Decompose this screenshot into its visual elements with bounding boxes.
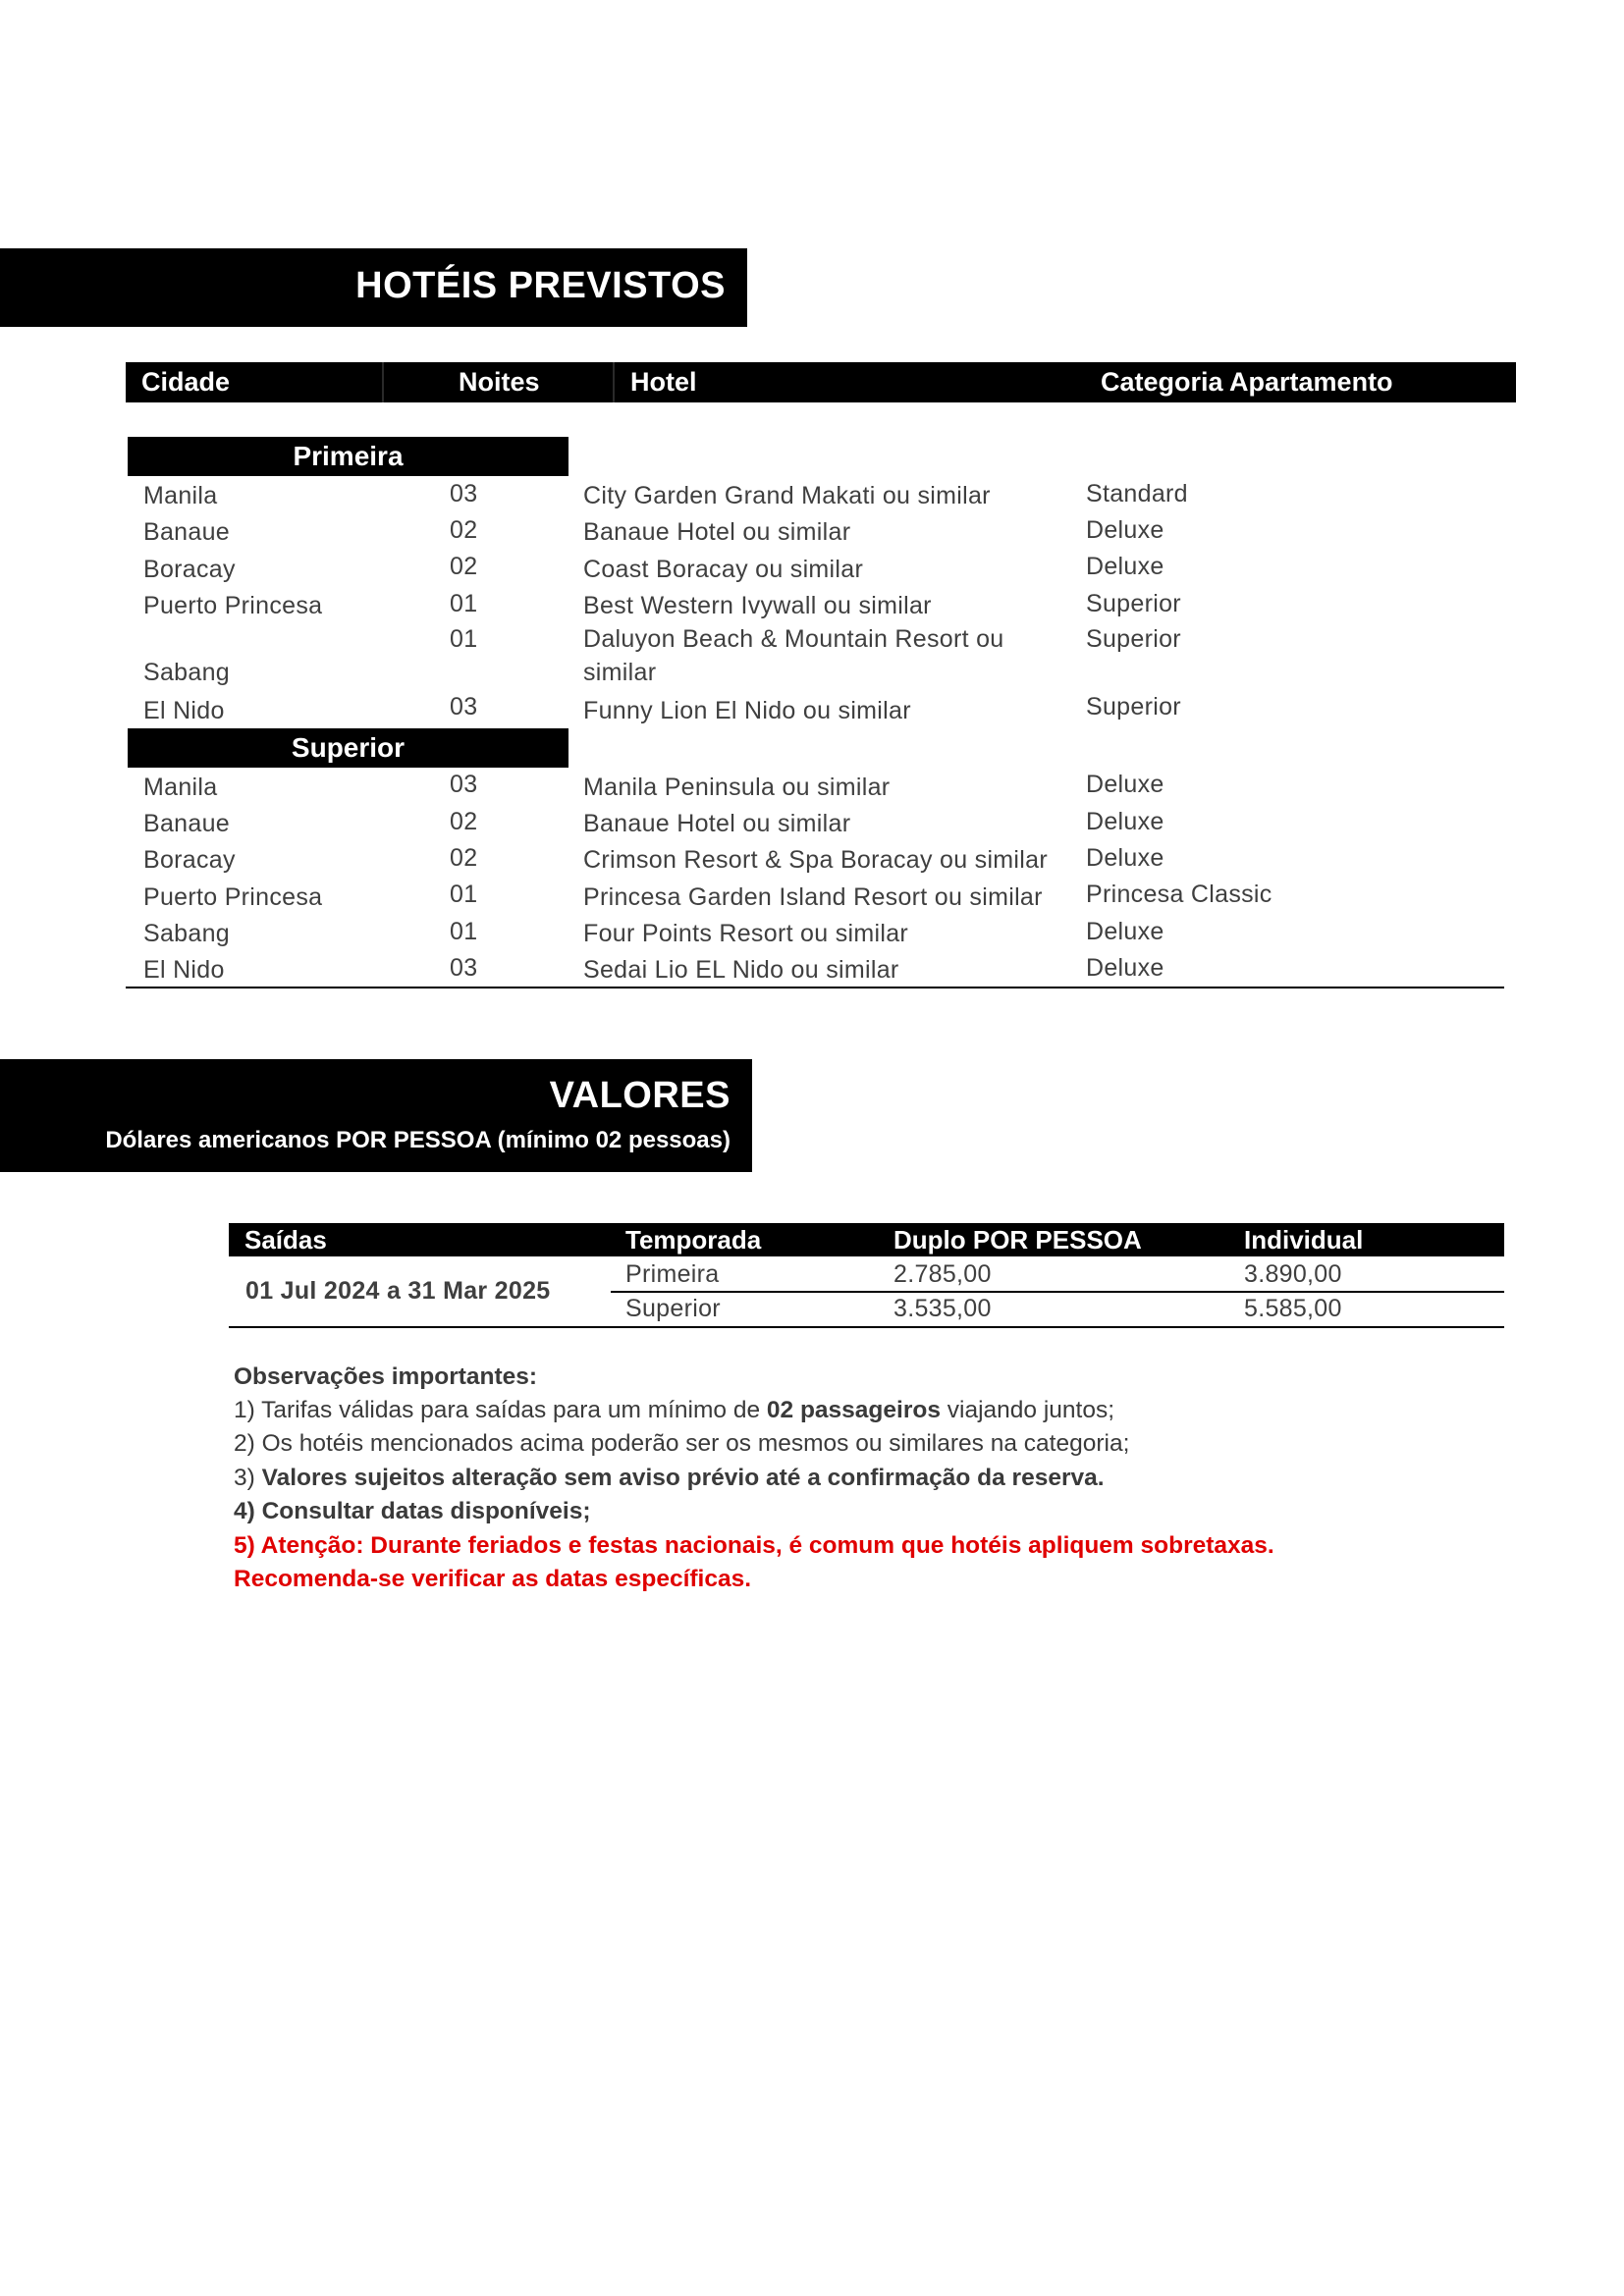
hotel-table-header	[126, 362, 1516, 402]
values-section-title: VALORES	[549, 1075, 731, 1116]
table-row-hotel: Daluyon Beach & Mountain Resort ou	[583, 625, 1004, 653]
table-row-individual: 5.585,00	[1244, 1295, 1342, 1322]
table-row-cidade: El Nido	[143, 956, 225, 984]
table-row-categoria: Deluxe	[1086, 808, 1164, 835]
table-row-temporada: Superior	[625, 1295, 721, 1322]
saidas-value: 01 Jul 2024 a 31 Mar 2025	[245, 1277, 551, 1305]
observation-item-1-end: viajando juntos;	[940, 1397, 1115, 1423]
table-row-cidade: Puerto Princesa	[143, 592, 323, 619]
col-individual: Individual	[1244, 1225, 1364, 1255]
table-row-noites: 03	[450, 954, 478, 982]
observation-item-5-alert-cont: Recomenda-se verificar as datas específicas.	[234, 1566, 752, 1592]
observation-item-1-text: 1) Tarifas válidas para saídas para um mínimo de	[234, 1397, 767, 1423]
group-header-superior: Superior	[128, 728, 568, 768]
table-row-cidade: Manila	[143, 774, 218, 801]
table-row-categoria: Superior	[1086, 625, 1181, 653]
table-row-cidade: Puerto Princesa	[143, 883, 323, 911]
hotels-section-banner	[0, 248, 747, 327]
values-row-divider	[611, 1291, 1504, 1293]
table-row-cidade: El Nido	[143, 697, 225, 724]
table-row-individual: 3.890,00	[1244, 1260, 1342, 1288]
table-row-hotel: Funny Lion El Nido ou similar	[583, 697, 911, 724]
table-row-categoria: Deluxe	[1086, 553, 1164, 580]
table-row-hotel: Banaue Hotel ou similar	[583, 518, 851, 546]
col-duplo: Duplo POR PESSOA	[893, 1225, 1142, 1255]
table-row-hotel: Crimson Resort & Spa Boracay ou similar	[583, 846, 1048, 874]
observation-item-4: 4) Consultar datas disponíveis;	[234, 1498, 591, 1524]
observation-item-5-alert: 5) Atenção: Durante feriados e festas nacionais, é comum que hotéis apliquem sobretaxas.	[234, 1532, 1274, 1559]
col-categoria: Categoria Apartamento	[1101, 367, 1393, 397]
col-cidade: Cidade	[141, 367, 231, 397]
observation-item-3-number: 3)	[234, 1465, 262, 1491]
table-row-hotel: Banaue Hotel ou similar	[583, 810, 851, 837]
observations-title: Observações importantes:	[234, 1363, 538, 1390]
table-row-categoria: Deluxe	[1086, 844, 1164, 872]
table-row-noites: 02	[450, 553, 478, 580]
hotel-table-bottom-rule	[126, 987, 1504, 988]
table-row-categoria: Princesa Classic	[1086, 881, 1272, 908]
table-row-noites: 03	[450, 693, 478, 721]
values-table-bottom-rule	[229, 1326, 1504, 1328]
table-row-hotel: Four Points Resort ou similar	[583, 920, 909, 947]
table-row-cidade: Banaue	[143, 810, 230, 837]
observation-item-3	[234, 1465, 1105, 1492]
table-row-hotel: Princesa Garden Island Resort ou similar	[583, 883, 1043, 911]
table-row-duplo: 3.535,00	[893, 1295, 992, 1322]
table-row-noites: 01	[450, 625, 478, 653]
table-row-cidade: Manila	[143, 482, 218, 509]
col-hotel: Hotel	[630, 367, 697, 397]
table-row-noites: 01	[450, 881, 478, 908]
group-header-primeira: Primeira	[128, 437, 568, 476]
observation-item-1-bold: 02 passageiros	[766, 1397, 941, 1423]
table-row-categoria: Standard	[1086, 480, 1188, 507]
table-row-hotel-cont: similar	[583, 659, 657, 686]
table-row-cidade: Sabang	[143, 659, 230, 686]
table-row-hotel: Manila Peninsula ou similar	[583, 774, 891, 801]
table-row-categoria: Superior	[1086, 590, 1181, 617]
table-row-noites: 03	[450, 480, 478, 507]
table-row-temporada: Primeira	[625, 1260, 720, 1288]
table-row-categoria: Deluxe	[1086, 918, 1164, 945]
table-row-cidade: Sabang	[143, 920, 230, 947]
observation-item-2: 2) Os hotéis mencionados acima poderão ser os mesmos ou similares na categoria;	[234, 1430, 1130, 1457]
table-row-hotel: Best Western Ivywall ou similar	[583, 592, 932, 619]
hotels-section-title: HOTÉIS PREVISTOS	[355, 265, 726, 306]
table-row-noites: 02	[450, 808, 478, 835]
table-row-hotel: City Garden Grand Makati ou similar	[583, 482, 991, 509]
table-row-categoria: Deluxe	[1086, 954, 1164, 982]
table-row-noites: 01	[450, 918, 478, 945]
col-temporada: Temporada	[625, 1225, 762, 1255]
observation-item-3-bold: Valores sujeitos alteração sem aviso prévio até a confirmação da reserva.	[261, 1465, 1105, 1491]
table-row-noites: 03	[450, 771, 478, 798]
values-table-header	[229, 1223, 1504, 1256]
table-row-noites: 02	[450, 844, 478, 872]
table-row-cidade: Boracay	[143, 556, 236, 583]
table-row-categoria: Superior	[1086, 693, 1181, 721]
table-row-cidade: Banaue	[143, 518, 230, 546]
col-saidas: Saídas	[244, 1225, 327, 1255]
values-section-subtitle: Dólares americanos POR PESSOA (mínimo 02 pessoas)	[105, 1127, 731, 1153]
table-row-noites: 02	[450, 516, 478, 544]
table-row-duplo: 2.785,00	[893, 1260, 992, 1288]
values-section-banner	[0, 1059, 752, 1172]
table-row-categoria: Deluxe	[1086, 771, 1164, 798]
table-row-noites: 01	[450, 590, 478, 617]
table-row-hotel: Sedai Lio EL Nido ou similar	[583, 956, 899, 984]
table-row-categoria: Deluxe	[1086, 516, 1164, 544]
col-noites: Noites	[459, 367, 540, 397]
table-row-cidade: Boracay	[143, 846, 236, 874]
observation-item-1	[234, 1397, 1114, 1424]
table-row-hotel: Coast Boracay ou similar	[583, 556, 864, 583]
